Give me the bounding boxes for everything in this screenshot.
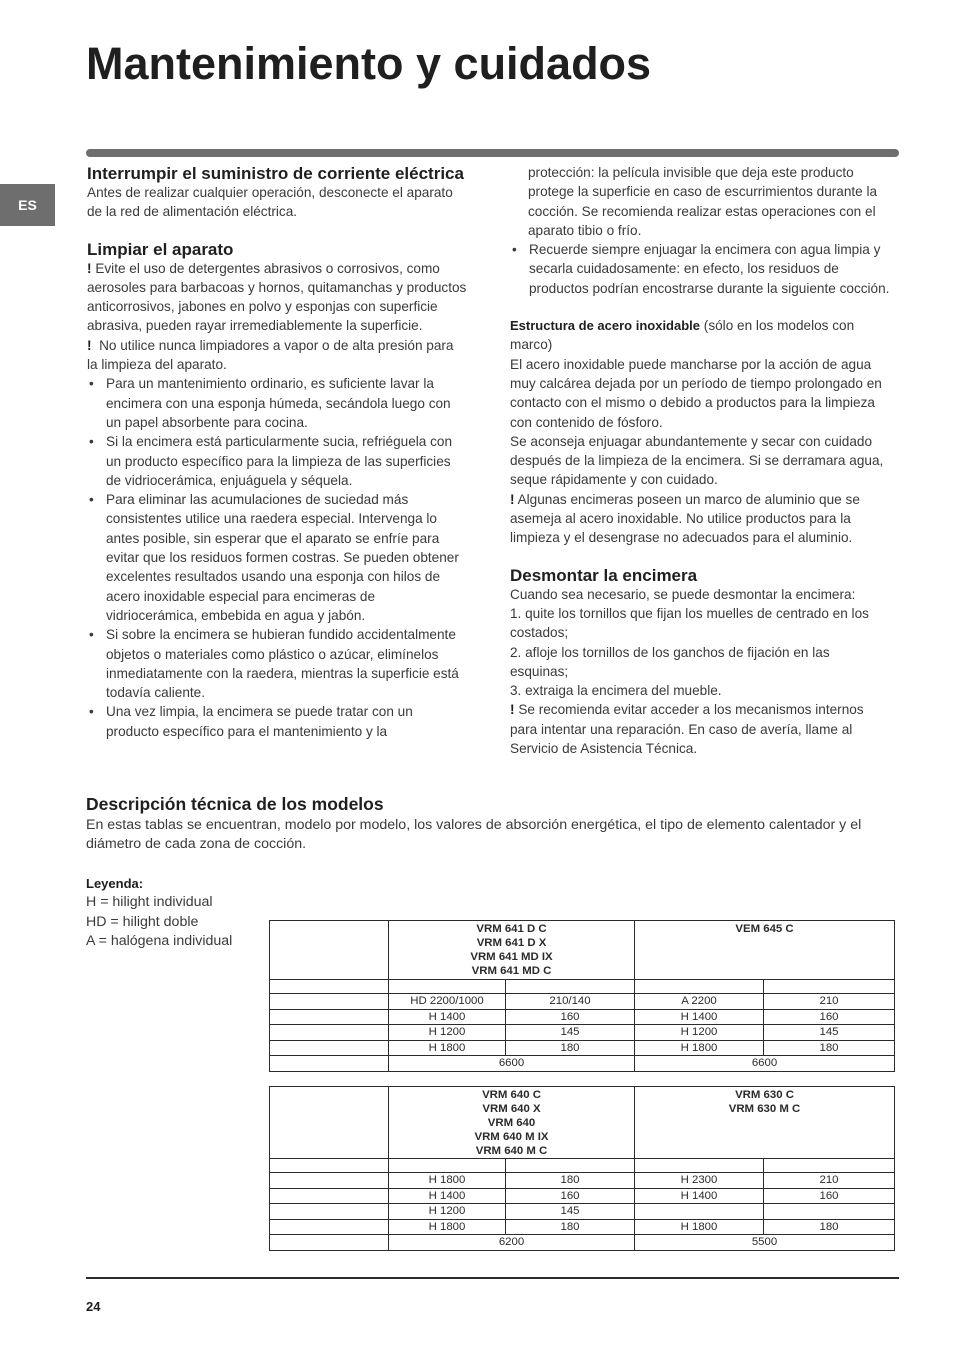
page-title: Mantenimiento y cuidados: [86, 38, 652, 89]
legend: [86, 874, 232, 951]
table-total-row: 6200 5500: [270, 1235, 895, 1251]
steel-paragraph-lead: Estructura de acero inoxidable (sólo en los modelos con marco): [510, 318, 855, 353]
list-item: • Una vez limpia, la encimera se puede tratar con un producto específico para el mantenimiento y la: [87, 702, 467, 741]
table-row: H 1800 180 H 1800 180: [270, 1219, 895, 1235]
description-text: En estas tablas se encuentran, modelo por modelo, los valores de absorción energética, el tipo de elemento calentador y el diámetro de cada zona de cocción.: [86, 817, 862, 853]
right-column: [510, 163, 890, 758]
table-row: H 1400 160 H 1400 160: [270, 1009, 895, 1025]
warning-aluminium: ! Algunas encimeras poseen un marco de aluminio que se asemeja al acero inoxidable. No utilice productos para la limpieza y el desengrase no adecuados para el aluminio.: [510, 491, 860, 546]
legend-item: H = hilight individual: [86, 894, 213, 911]
table-row: H 1200 145: [270, 1204, 895, 1220]
steel-title: Estructura de acero inoxidable: [510, 318, 701, 334]
list-item: • Recuerde siempre enjuagar la encimera con agua limpia y secarla cuidadosamente: en efecto, los residuos de productos podrían encostrarse durante la siguiente cocción.: [510, 240, 890, 298]
section-title-power: Interrumpir el suministro de corriente eléctrica: [87, 164, 464, 183]
steel-paragraph-2: Se aconseja enjuagar abundantemente y secar con cuidado después de la limpieza de la encimera. Si se derramara agua, seque rápidamente y con cuidado.: [510, 433, 884, 488]
dismount-intro: Cuando sea necesario, se puede desmontar la encimera:: [510, 586, 856, 602]
legend-item: HD = hilight doble: [86, 913, 199, 930]
model-header: VRM 641 D C VRM 641 D X VRM 641 MD IX VRM 641 MD C: [389, 921, 635, 980]
dismount-step: 2. afloje los tornillos de los ganchos de fijación en las esquinas;: [510, 644, 830, 679]
section-title-cleaning: Limpiar el aparato: [87, 239, 234, 259]
cleaning-list: [87, 374, 467, 741]
warning-repair: ! Se recomienda evitar acceder a los mecanismos internos para intentar una reparación. En caso de avería, llame al Servicio de Asistencia Técnica.: [510, 702, 864, 757]
left-column: [87, 164, 467, 741]
dismount-step: 3. extraiga la encimera del mueble.: [510, 683, 722, 699]
model-header: VRM 630 C VRM 630 M C: [635, 1087, 895, 1159]
table-cell: [270, 1087, 389, 1159]
model-header: VRM 640 C VRM 640 X VRM 640 VRM 640 M IX VRM 640 M C: [389, 1087, 635, 1159]
warning-abrasives: ! Evite el uso de detergentes abrasivos o corrosivos, como aerosoles para barbacoas y hornos, quitamanchas y productos anticorrosivos, jabones en polvo y esponjas con superficie abrasiva, pueden rayar irremediablemente la superficie.: [87, 260, 467, 334]
table-row: H 1400 160 H 1400 160: [270, 1188, 895, 1204]
list-item: • Si la encimera está particularmente sucia, refriéguela con un producto específico para la limpieza de las superficies de vidriocerámica, enjuáguela y séquela.: [87, 432, 467, 490]
technical-description: [86, 795, 896, 855]
steel-paragraph-1: El acero inoxidable puede mancharse por la acción de agua muy calcárea dejada por un período de tiempo prolongado en contacto con el mismo o debido a productos para la limpieza con contenido de fósforo.: [510, 356, 882, 430]
model-header: VEM 645 C: [635, 921, 895, 980]
table-total-row: 6600 6600: [270, 1056, 895, 1072]
warning-icon: !: [87, 337, 92, 353]
language-tab: ES: [0, 184, 55, 226]
table-row: HD 2200/1000 210/140 A 2200 210: [270, 994, 895, 1010]
legend-item: A = halógena individual: [86, 932, 233, 949]
top-divider: [86, 149, 899, 157]
legend-title: Leyenda:: [86, 876, 144, 891]
dismount-step: 1. quite los tornillos que fijan los muelles de centrado en los costados;: [510, 605, 869, 641]
cleaning-list-cont: [510, 240, 890, 298]
section-title-dismount: Desmontar la encimera: [510, 565, 698, 585]
warning-icon: !: [510, 491, 515, 507]
section-title-models: Descripción técnica de los modelos: [86, 794, 384, 814]
warning-steam: ! No utilice nunca limpiadores a vapor o de alta presión para la limpieza del aparato.: [87, 337, 454, 373]
spec-table-1: [269, 920, 895, 1072]
table-row: H 1800 180 H 2300 210: [270, 1173, 895, 1189]
table-row: H 1200 145 H 1200 145: [270, 1025, 895, 1041]
table-cell: [270, 921, 389, 980]
warning-icon: !: [510, 702, 515, 718]
bottom-divider: [86, 1277, 899, 1279]
list-item: • Para eliminar las acumulaciones de suciedad más consistentes utilice una raedera especial. Intervenga lo antes posible, sin esperar que el aparato se enfríe para evitar que los residuos formen costras. Se pueden obtener excelentes resultados usando una esponja con hilos de acero inoxidable especial para encimeras de vidriocerámica, embebida en agua y jabón.: [87, 490, 467, 625]
warning-icon: !: [87, 260, 92, 276]
list-item-continued: protección: la película invisible que deja este producto protege la superficie en caso de escurrimientos durante la cocción. Se recomienda realizar estas operaciones con el aparato tibio o frío.: [528, 165, 878, 238]
page-number: 24: [86, 1299, 101, 1314]
section-text-power: Antes de realizar cualquier operación, desconecte el aparato de la red de alimentación eléctrica.: [87, 185, 453, 220]
list-item: • Si sobre la encimera se hubieran fundido accidentalmente objetos o materiales como plástico o azúcar, elimínelos inmediatamente con la raedera, mientras la superficie está todavía caliente.: [87, 625, 467, 702]
list-item: • Para un mantenimiento ordinario, es suficiente lavar la encimera con una esponja húmeda, secándola luego con un papel absorbente para cocina.: [87, 374, 467, 432]
table-row: H 1800 180 H 1800 180: [270, 1040, 895, 1056]
spec-table-2: [269, 1086, 895, 1251]
